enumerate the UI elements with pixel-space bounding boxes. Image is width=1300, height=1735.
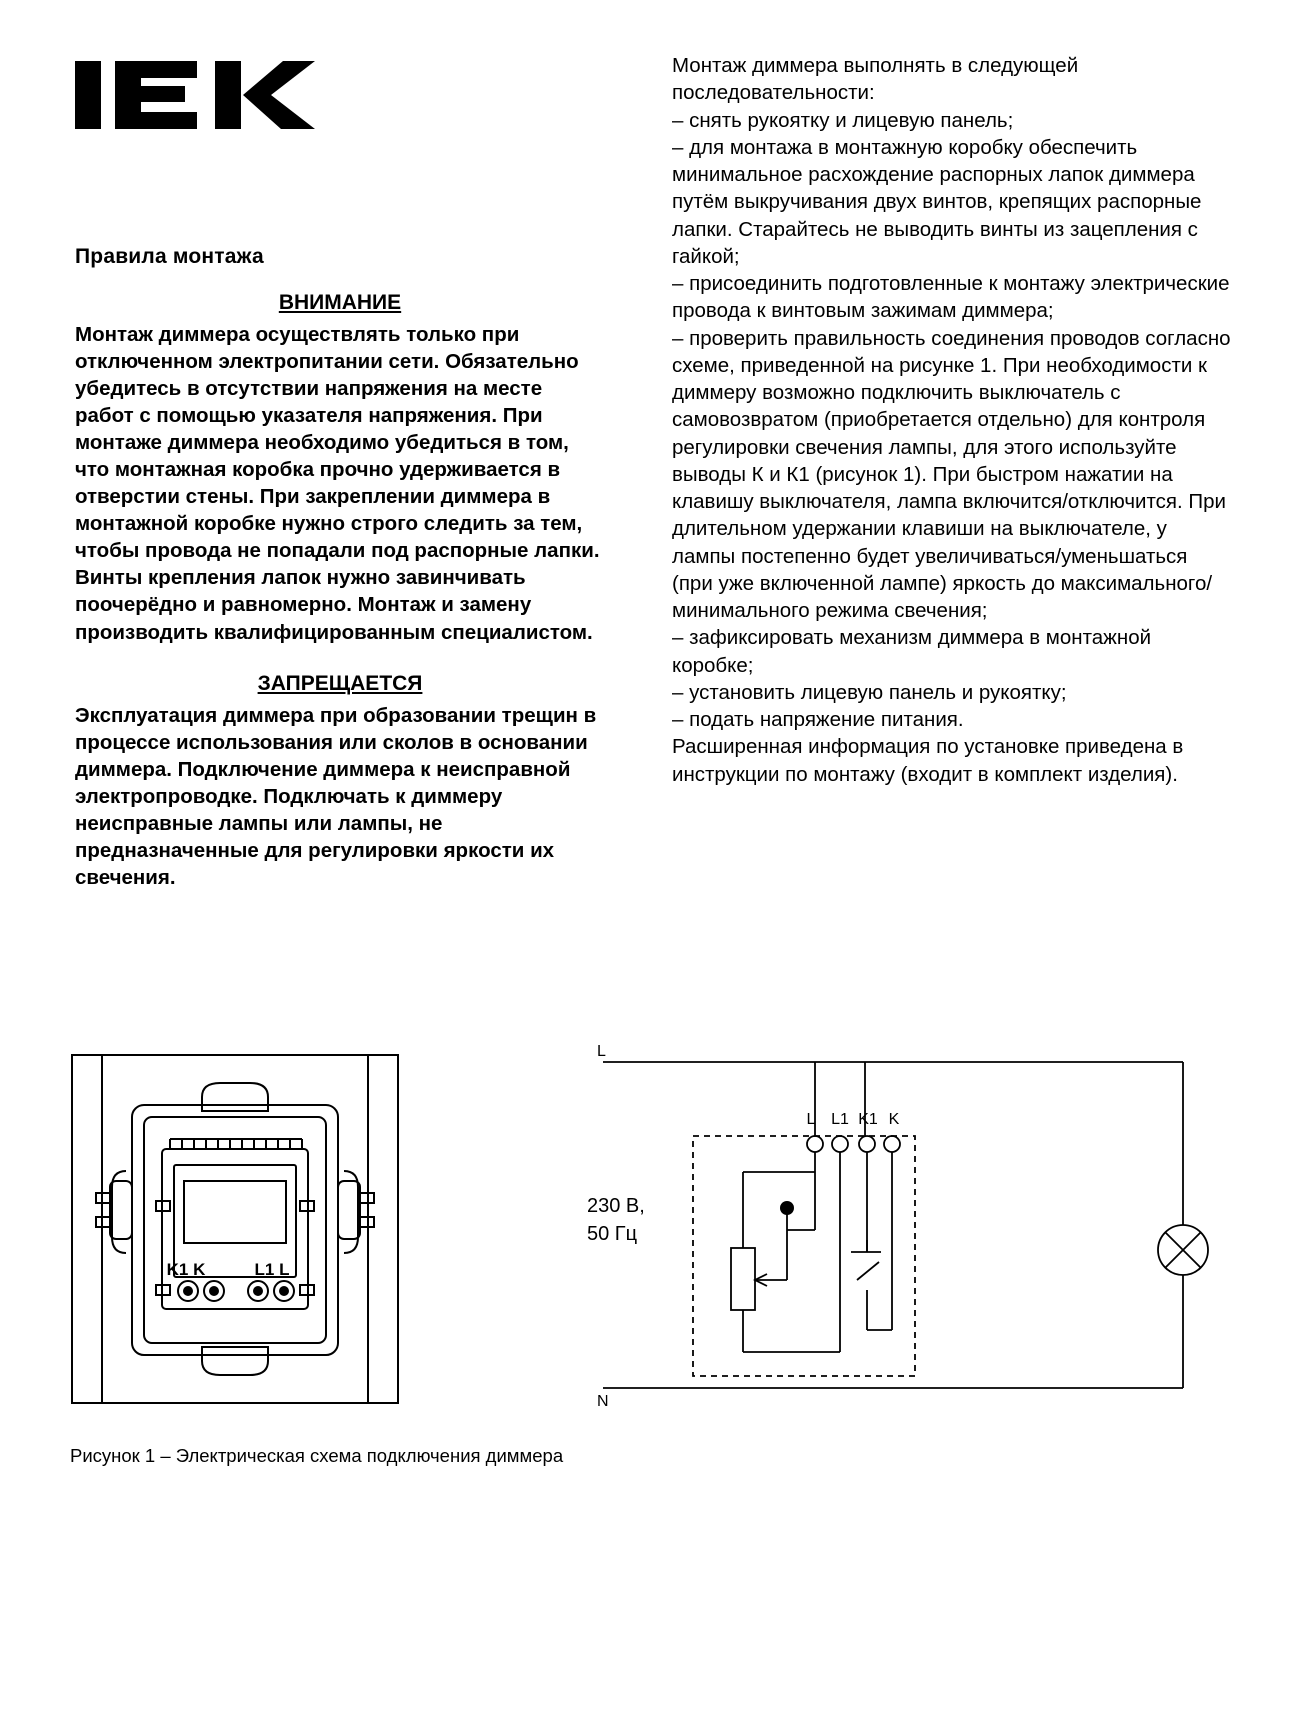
page-title: Правила монтажа [75, 245, 264, 268]
outro-text: Расширенная информация по установке приведена в инструкции по монтажу (входит в комплект изделия). [672, 735, 1184, 786]
step-1: – снять рукоятку и лицевую панель; [672, 108, 1014, 132]
wiring-diagram-figure [575, 1040, 1215, 1430]
terminal-L: L [806, 1111, 816, 1128]
terminal-K: K [888, 1111, 900, 1128]
terminal-label-k1k: K1 K [166, 1260, 206, 1279]
forbidden-text: Эксплуатация диммера при образовании трещин в процессе использования или сколов в основании диммера. Подключение диммера к неисправной электропроводке. Подключать к диммеру неисправные лампы или лампы, не предназначенные для регулировки яркости их свечения. [75, 703, 597, 889]
terminal-L1: L1 [831, 1111, 849, 1128]
attention-text: Монтаж диммера осуществлять только при отключенном электропитании сети. Обязательно убедитесь в отсутствии напряжения на месте работ с помощью указателя напряжения. При монтаже диммера необходимо убедиться в том, что монтажная коробка прочно удерживается в отверстии стены. При закреплении диммера в монтажной коробке нужно строго следить за тем, чтобы провода не попадали под распорные лапки. Винты крепления лапок нужно завинчивать поочерёдно и равномерно. Монтаж и замену производить квалифицированным специалистом. [75, 323, 600, 644]
attention-body [75, 321, 605, 646]
terminal-label-l1l: L1 L [254, 1260, 290, 1279]
forbidden-body [75, 702, 605, 891]
dimmer-mechanism-figure [70, 1053, 400, 1405]
line-label-L: L [597, 1043, 606, 1060]
step-6: – установить лицевую панель и рукоятку; [672, 680, 1067, 704]
step-2: – для монтажа в монтажную коробку обеспечить минимальное расхождение распорных лапок диммера путём выкручивания двух винтов, крепящих распорные лапки. Старайтесь не выводить винты из зацепления с гайкой; [672, 135, 1202, 268]
step-4: – проверить правильность соединения проводов согласно схеме, приведенной на рисунке 1. При необходимости к диммеру возможно подключить выключатель с самовозвратом (приобретается отдельно) для контроля регулировки свечения лампы, для этого используйте выводы К и К1 (рисунок 1). При быстром нажатии на клавишу выключателя, лампа включится/отключится. При длительном удержании клавиши на выключателе, у лампы постепенно будет увеличиваться/уменьшаться (при уже включенной лампе) яркость до максимального/минимального режима свечения; [672, 326, 1231, 622]
line-label-N: N [597, 1393, 609, 1410]
step-7: – подать напряжение питания. [672, 708, 964, 731]
forbidden-heading: ЗАПРЕЩАЕТСЯ [257, 671, 423, 695]
left-column [75, 55, 605, 917]
attention-heading: ВНИМАНИЕ [278, 291, 402, 314]
supply-frequency: 50 Гц [587, 1223, 638, 1245]
intro-text: Монтаж диммера выполнять в следующей последовательности: [672, 54, 1079, 105]
step-5: – зафиксировать механизм диммера в монтажной коробке; [672, 626, 1152, 677]
terminal-K1: K1 [858, 1111, 878, 1128]
step-3: – присоединить подготовленные к монтажу электрические провода к винтовым зажимам диммера; [672, 272, 1230, 323]
right-column [672, 52, 1232, 788]
iek-logo [75, 55, 315, 135]
figure-caption: Рисунок 1 – Электрическая схема подключения диммера [70, 1445, 564, 1466]
supply-voltage: 230 В, [587, 1195, 645, 1217]
